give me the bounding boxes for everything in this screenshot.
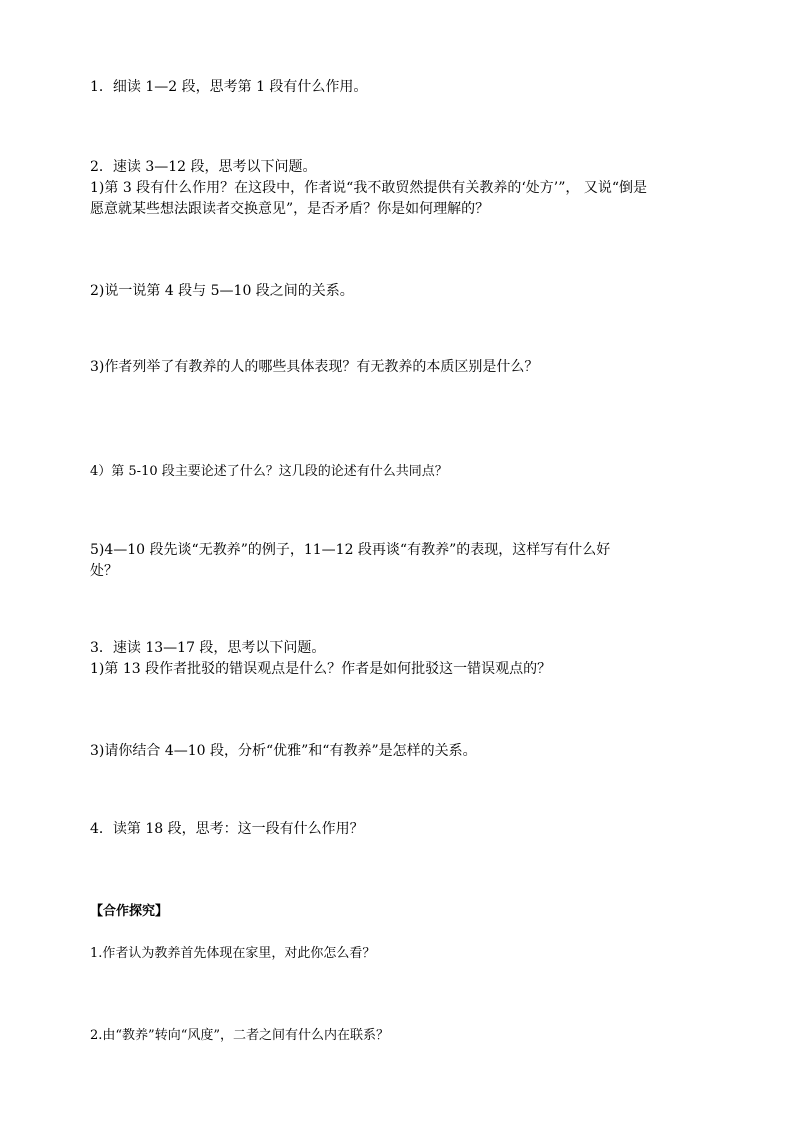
question-2-5-line-2: 处？ (90, 563, 118, 579)
question-2-5-line-1: 5)4—10 段先谈“无教养”的例子，11—12 段再谈“有教养”的表现，这样写有什么好 (90, 542, 611, 558)
cooperation-question-2: 2.由“教养”转向“风度”，二者之间有什么内在联系？ (90, 1028, 389, 1043)
cooperation-question-1: 1.作者认为教养首先体现在家里，对此你怎么看？ (90, 946, 376, 961)
question-2-3: 3)作者列举了有教养的人的哪些具体表现？有无教养的本质区别是什么？ (90, 359, 539, 375)
question-2-1-line-2: 愿意就某些想法跟读者交换意见”，是否矛盾？你是如何理解的？ (90, 201, 490, 217)
question-1: 1．细读 1—2 段，思考第 1 段有什么作用。 (90, 79, 368, 95)
cooperation-heading: 【合作探究】 (90, 904, 169, 919)
question-2-1-line-1: 1)第 3 段有什么作用？在这段中，作者说“我不敢贸然提供有关教养的‘处方’”， 又说“倒是 (90, 180, 647, 196)
question-2: 2．速读 3—12 段，思考以下问题。 (90, 159, 317, 175)
question-2-4: 4）第 5-10 段主要论述了什么？这几段的论述有什么共同点？ (90, 464, 448, 479)
question-3-3: 3)请你结合 4—10 段，分析“优雅”和“有教养”是怎样的关系。 (90, 743, 477, 759)
question-3-1: 1)第 13 段作者批驳的错误观点是什么？作者是如何批驳这一错误观点的？ (90, 661, 552, 677)
question-4: 4．读第 18 段，思考：这一段有什么作用？ (90, 821, 364, 837)
question-2-2: 2)说一说第 4 段与 5—10 段之间的关系。 (90, 283, 354, 299)
question-3: 3．速读 13—17 段，思考以下问题。 (90, 640, 326, 656)
